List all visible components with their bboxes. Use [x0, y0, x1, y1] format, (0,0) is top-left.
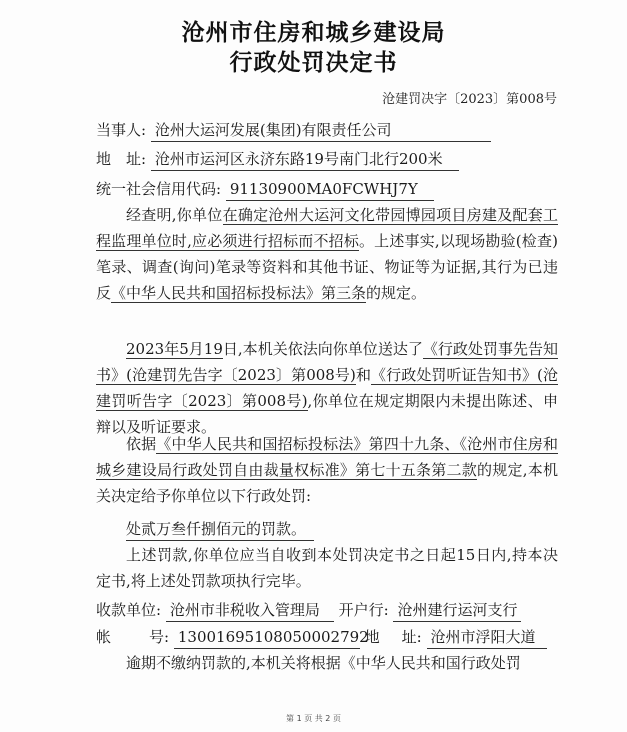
account-value: 13001695108050002792 — [174, 626, 360, 649]
overdue-warning: 逾期不缴纳罚款的,本机关将根据《中华人民共和国行政处罚 — [126, 654, 521, 672]
payment-deadline-paragraph: 上述罚款,你单位应当自收到本处罚决定书之日起15日内,持本决定书,将上述处罚款项执行完毕。 — [96, 546, 558, 590]
findings-law-cited: 《中华人民共和国招标投标法》第三条 — [111, 284, 367, 302]
party-name-value: 沧州大运河发展(集团)有限责任公司 — [151, 119, 491, 142]
notice-hearing-notification: 《行政处罚听证告知书》(沧建罚听告字〔2023〕第008号) — [96, 366, 558, 410]
party-name-row — [96, 117, 587, 144]
payee-address-value: 沧州市浮阳大道 — [427, 626, 547, 649]
penalty-row — [126, 516, 587, 543]
notice-text-2: 和 — [355, 366, 372, 384]
notice-paragraph — [96, 336, 558, 440]
payee-row — [96, 597, 587, 624]
findings-text-1: 经查明,你单位 — [126, 206, 223, 224]
page-number: 第 1 页 共 2 页 — [286, 714, 341, 723]
notice-text-1: 日,本机关依法向你单位送达了 — [222, 340, 423, 358]
findings-violation: 在确定沧州大运河文化带园博园项目房建及配套工程监理单位时,应必须进行招标而不招标 — [96, 206, 558, 250]
party-address-row — [96, 146, 587, 173]
notice-date: 2023年5月19 — [126, 340, 223, 358]
party-address-label-1: 地 — [96, 150, 112, 168]
findings-text-2: 。上述事实,以现场勘验(检查)笔录、调查(询问)笔录等资料和其他书证、物证等为证据,其行为已违反 — [96, 232, 558, 302]
notice-prior-notification: 《行政处罚事先告知书》(沧建罚先告字〔2023〕第008号) — [96, 340, 558, 384]
credit-code-row — [96, 176, 587, 203]
payee-address-label-1: 地 — [364, 628, 380, 646]
party-address-label-2: 址: — [126, 150, 147, 168]
basis-text-2: 的规定,本机关决定给予你单位以下行政处罚: — [96, 461, 558, 505]
payee-value: 沧州市非税收入管理局 — [166, 599, 334, 622]
party-name-label: 当事人: — [96, 121, 147, 139]
credit-code-value: 91130900MA0FCWHJ7Y — [226, 178, 434, 201]
account-row — [96, 624, 587, 651]
findings-text-3: 的规定。 — [366, 284, 427, 302]
basis-text-1: 依据 — [126, 435, 157, 453]
basis-legal-articles: 《中华人民共和国招标投标法》第四十九条、《沧州市住房和城乡建设局行政处罚自由裁量权标准》第七十五条第二款 — [96, 435, 558, 479]
notice-text-3: ,你单位在规定期限内未提出陈述、申辩以及听证要求。 — [96, 392, 558, 436]
penalty-amount: 处贰万叁仟捌佰元的罚款。 — [126, 518, 314, 541]
party-address-value: 沧州市运河区永济东路19号南门北行200米 — [151, 148, 459, 171]
basis-paragraph — [96, 431, 558, 509]
payee-address-label-2: 址: — [401, 628, 422, 646]
findings-paragraph — [96, 202, 558, 306]
payee-label: 收款单位: — [96, 601, 162, 619]
credit-code-label: 统一社会信用代码: — [96, 180, 222, 198]
document-number: 沧建罚决字〔2023〕第008号 — [382, 92, 557, 107]
account-label-2: 号: — [149, 628, 170, 646]
document-title-type: 行政处罚决定书 — [229, 49, 398, 76]
bank-value: 沧州建行运河支行 — [393, 599, 521, 622]
account-label-1: 帐 — [96, 628, 112, 646]
document-title-agency: 沧州市住房和城乡建设局 — [181, 19, 446, 46]
bank-label: 开户行: — [338, 601, 389, 619]
